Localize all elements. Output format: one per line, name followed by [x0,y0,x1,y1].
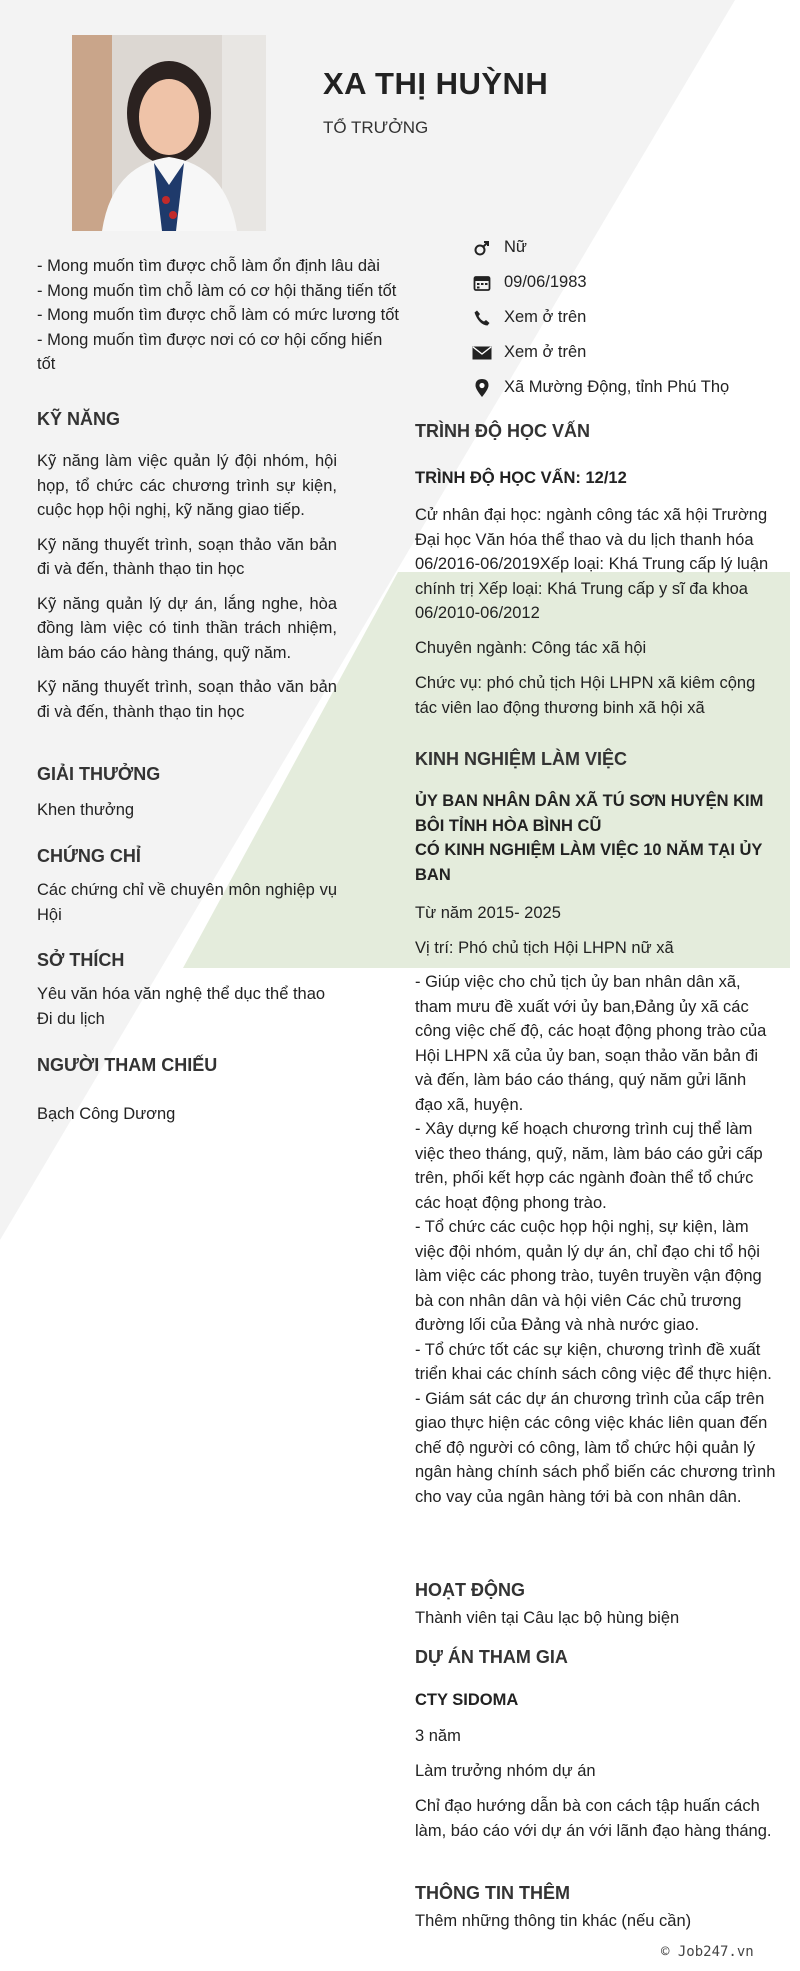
education-major: Chuyên ngành: Công tác xã hội [415,639,647,657]
address-value: Xã Mường Động, tỉnh Phú Thọ [504,378,730,396]
goal-item: - Mong muốn tìm được nơi có cơ hội cống hiến tốt [37,330,383,373]
experience-role: Vị trí: Phó chủ tịch Hội LHPN nữ xã [415,939,674,957]
activities-heading: HOẠT ĐỘNG [415,1580,525,1600]
email-value: Xem ở trên [504,343,587,361]
organization-line: ỦY BAN NHÂN DÂN XÃ TÚ SƠN HUYỆN KIM BÔI TỈNH HÒA BÌNH CŨ [415,792,764,835]
profile-photo [72,35,266,231]
gender-value: Nữ [504,238,527,256]
envelope-icon [472,343,492,363]
duty-item: - Xây dựng kế hoạch chương trình cuj thể làm việc theo tháng, quỹ, năm, làm báo cáo gửi cấp trên, phối kết hợp các ngành đoàn thể tổ chức các hoạt động phong trào. [415,1120,763,1212]
project-duration: 3 năm [415,1727,461,1745]
project-description: Chỉ đạo hướng dẫn bà con cách tập huấn cách làm, báo cáo với dự án với lãnh đạo hàng tháng. [415,1797,772,1840]
address-row [472,370,772,405]
hobbies-list [37,982,337,1031]
phone-row [472,300,772,335]
project-role: Làm trưởng nhóm dự án [415,1762,596,1780]
skill-item: Kỹ năng làm việc quản lý đội nhóm, hội họp, tổ chức các chương trình sự kiện, cuộc họp hội nghị, kỹ năng giao tiếp. [37,452,337,519]
candidate-name: XA THỊ HUỲNH [323,66,549,101]
contact-info [472,230,772,405]
skills-list [37,449,337,724]
education-level: TRÌNH ĐỘ HỌC VẤN: 12/12 [415,469,627,487]
duty-item: - Tổ chức các cuộc họp hội nghị, sự kiện, làm việc đội nhóm, quản lý dự án, chỉ đạo chi tổ hội làm việc các phong trào, tuyên truyền vận động bà con nhân dân và hội viên Các chủ trương đường lối của Đảng và nhà nước giao. [415,1218,762,1334]
education-detail: Cử nhân đại học: ngành công tác xã hội Trường Đại học Văn hóa thể thao và du lịch thanh hóa 06/2016-06/2019Xếp loại: Khá Trung cấp lý luận chính trị Xếp loại: Khá Trung cấp y sĩ đa khoa 06/2010-06/2012 [415,506,769,622]
duty-item: - Giúp việc cho chủ tịch ủy ban nhân dân xã, tham mưu đề xuất với ủy ban,Đảng ủy xã các công việc chế độ, các hoạt động phong trào của Hội LHPN xã của ủy ban, soạn thảo văn bản đi và đến, làm báo cáo tháng, quý năm gửi lãnh đạo xã, huyện. [415,973,767,1114]
references-text: Bạch Công Dương [37,1105,176,1123]
gender-row [472,230,772,265]
experience-heading: KINH NGHIỆM LÀM VIỆC [415,749,628,769]
phone-icon [472,308,492,328]
activities-text: Thành viên tại Câu lạc bộ hùng biện [415,1609,680,1627]
additional-text: Thêm những thông tin khác (nếu cần) [415,1912,692,1930]
certificates-heading: CHỨNG CHỈ [37,846,141,866]
skill-item: Kỹ năng thuyết trình, soạn thảo văn bản đi và đến, thành thạo tin học [37,678,337,721]
calendar-icon [472,273,492,293]
birthday-row [472,265,772,300]
duty-item: - Giám sát các dự án chương trình của cấp trên giao thực hiện các công việc khác liên quan đến chế độ người có công, làm tổ chức hội quản lý ngân hàng chính sách phổ biến các chương trình cho vay của ngân hàng tới bà con nhân dân. [415,1389,776,1506]
goal-item: - Mong muốn tìm được chỗ làm có mức lương tốt [37,306,399,324]
hobbies-heading: SỞ THÍCH [37,950,125,970]
education-heading: TRÌNH ĐỘ HỌC VẤN [415,421,590,441]
duty-item: - Tổ chức tốt các sự kiện, chương trình đề xuất triển khai các chính sách công việc để thực hiện. [415,1340,772,1383]
birthday-value: 09/06/1983 [504,273,587,291]
experience-duties [415,970,777,1509]
skills-heading: KỸ NĂNG [37,409,121,429]
skill-item: Kỹ năng quản lý dự án, lắng nghe, hòa đồng làm việc có tinh thần trách nhiệm, làm báo cáo hàng tháng, quỹ năm. [37,594,337,662]
certificates-text: Các chứng chỉ về chuyên môn nghiệp vụ Hội [37,881,337,924]
experience-organization [415,789,775,887]
hobby-item: Yêu văn hóa văn nghệ thể dục thể thao [37,985,326,1003]
education-position: Chức vụ: phó chủ tịch Hội LHPN xã kiêm cộng tác viên lao động thương binh xã hội xã [415,674,756,717]
email-row [472,335,772,370]
skill-item: Kỹ năng thuyết trình, soạn thảo văn bản đi và đến, thành thạo tin học [37,535,337,578]
footer-credit: © Job247.vn [661,1944,754,1960]
experience-period: Từ năm 2015- 2025 [415,904,561,922]
avatar [72,35,266,231]
goal-item: - Mong muốn tìm chỗ làm có cơ hội thăng tiến tốt [37,281,397,300]
references-heading: NGƯỜI THAM CHIẾU [37,1055,218,1075]
projects-heading: DỰ ÁN THAM GIA [415,1647,568,1667]
awards-text: Khen thưởng [37,801,135,819]
organization-line: CÓ KINH NGHIỆM LÀM VIỆC 10 NĂM TẠI ỦY BAN [415,841,763,884]
phone-value: Xem ở trên [504,308,587,326]
hobby-item: Đi du lịch [37,1009,105,1028]
gender-icon [472,238,492,258]
candidate-title: TỔ TRƯỞNG [323,118,429,137]
additional-heading: THÔNG TIN THÊM [415,1883,570,1903]
career-goals [37,254,399,377]
goal-item: - Mong muốn tìm được chỗ làm ổn định lâu dài [37,257,380,275]
awards-heading: GIẢI THƯỞNG [37,764,161,784]
project-company: CTY SIDOMA [415,1691,519,1709]
map-pin-icon [472,378,492,398]
